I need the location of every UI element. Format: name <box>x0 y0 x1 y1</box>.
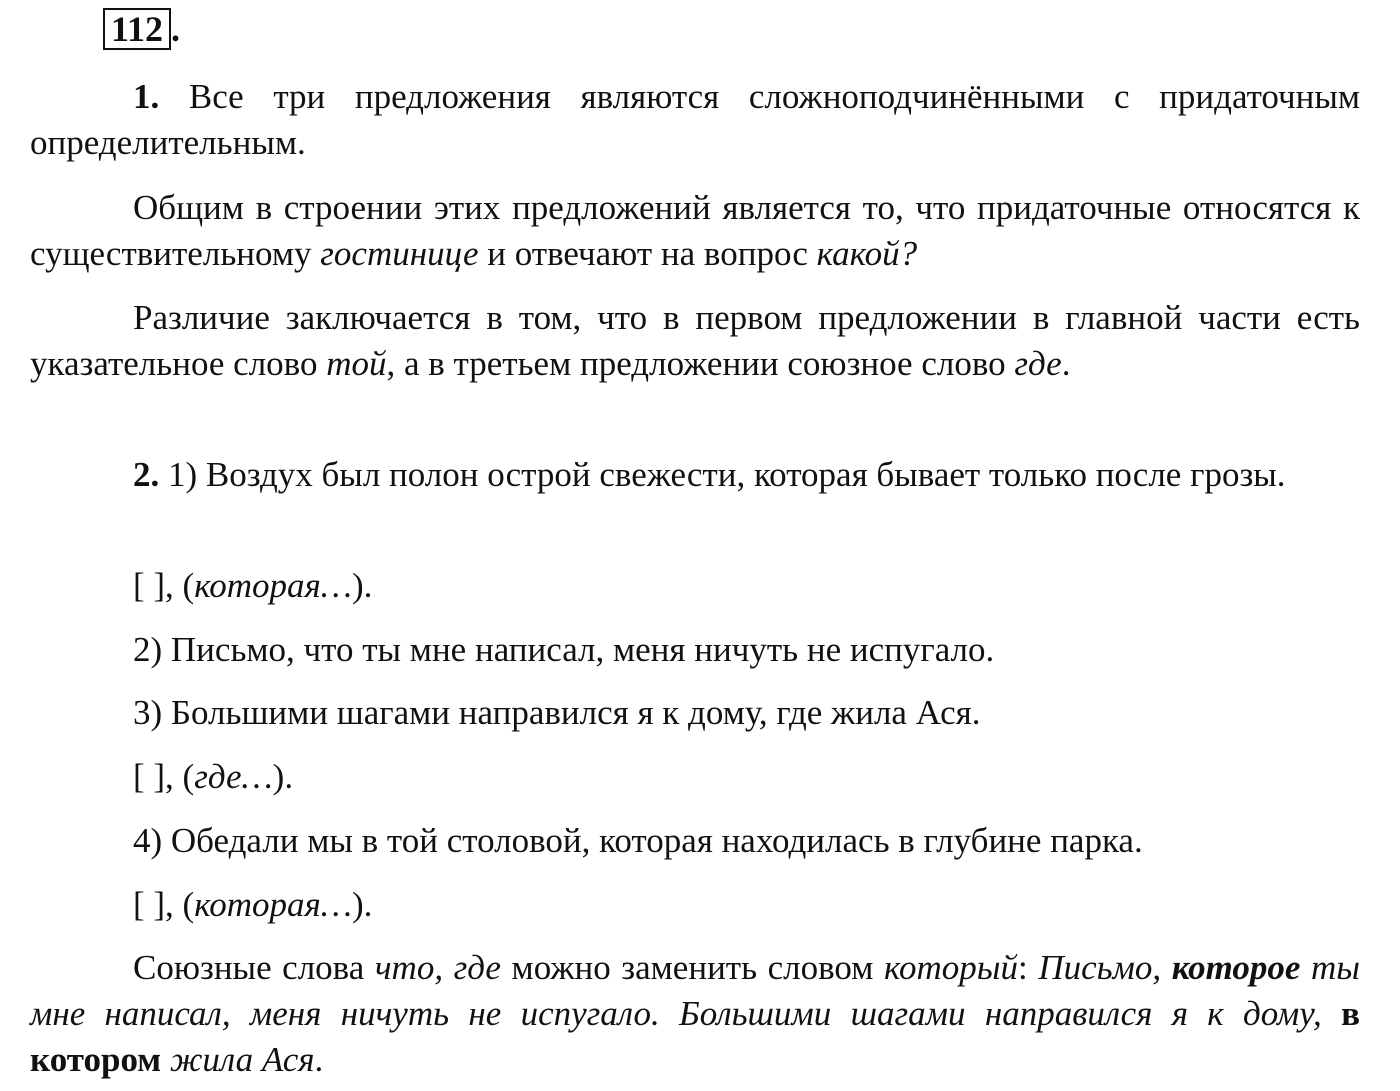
sentence-1: 1) Воздух был полон острой свежести, которая бывает только после грозы. <box>159 455 1286 494</box>
scheme-1: [ ], (которая…). <box>133 566 373 605</box>
sentence-2: 2) Письмо, что ты мне написал, меня ничуть не испугало. <box>133 630 995 669</box>
exercise-number: 112 . <box>103 8 180 50</box>
exercise-number-box: 112 <box>103 8 171 50</box>
bold-phrase-v-kotorom: в котором <box>30 994 1360 1079</box>
part1-text: Все три предложения являются сложноподчинёнными с придаточным определительным. <box>30 77 1360 162</box>
part1-paragraph <box>30 74 1360 166</box>
part1-number: 1. <box>133 77 160 116</box>
bold-word-kotoroe: которое <box>1171 948 1301 987</box>
sentence-4: 4) Обедали мы в той столовой, которая находилась в глубине парка. <box>133 821 1143 860</box>
scheme-3: [ ], (где…). <box>133 757 294 796</box>
part2-paragraph <box>30 452 1360 498</box>
similarity-paragraph: Общим в строении этих предложений является то, что придаточные относятся к существительному гостинице и отвечают на вопрос какой? <box>30 188 1360 273</box>
sentence-3: 3) Большими шагами направился я к дому, где жила Ася. <box>133 693 981 732</box>
scheme-4: [ ], (которая…). <box>133 885 373 924</box>
part2-number: 2. <box>133 455 160 494</box>
italic-word-gostinitse: гостинице <box>320 234 479 273</box>
italic-word-toy: той <box>326 344 387 383</box>
difference-paragraph: Различие заключается в том, что в первом предложении в главной части есть указательное слово той, а в третьем предложении союзное слово где. <box>30 298 1360 383</box>
italic-word-gde: где <box>1014 344 1062 383</box>
conclusion-paragraph: Союзные слова что, где можно заменить словом который: Письмо, которое ты мне написал, меня ничуть не испугало. Большими шагами направился я к дому, в котором жила Ася. <box>30 948 1360 1079</box>
italic-question-kakoy: какой? <box>816 234 918 273</box>
